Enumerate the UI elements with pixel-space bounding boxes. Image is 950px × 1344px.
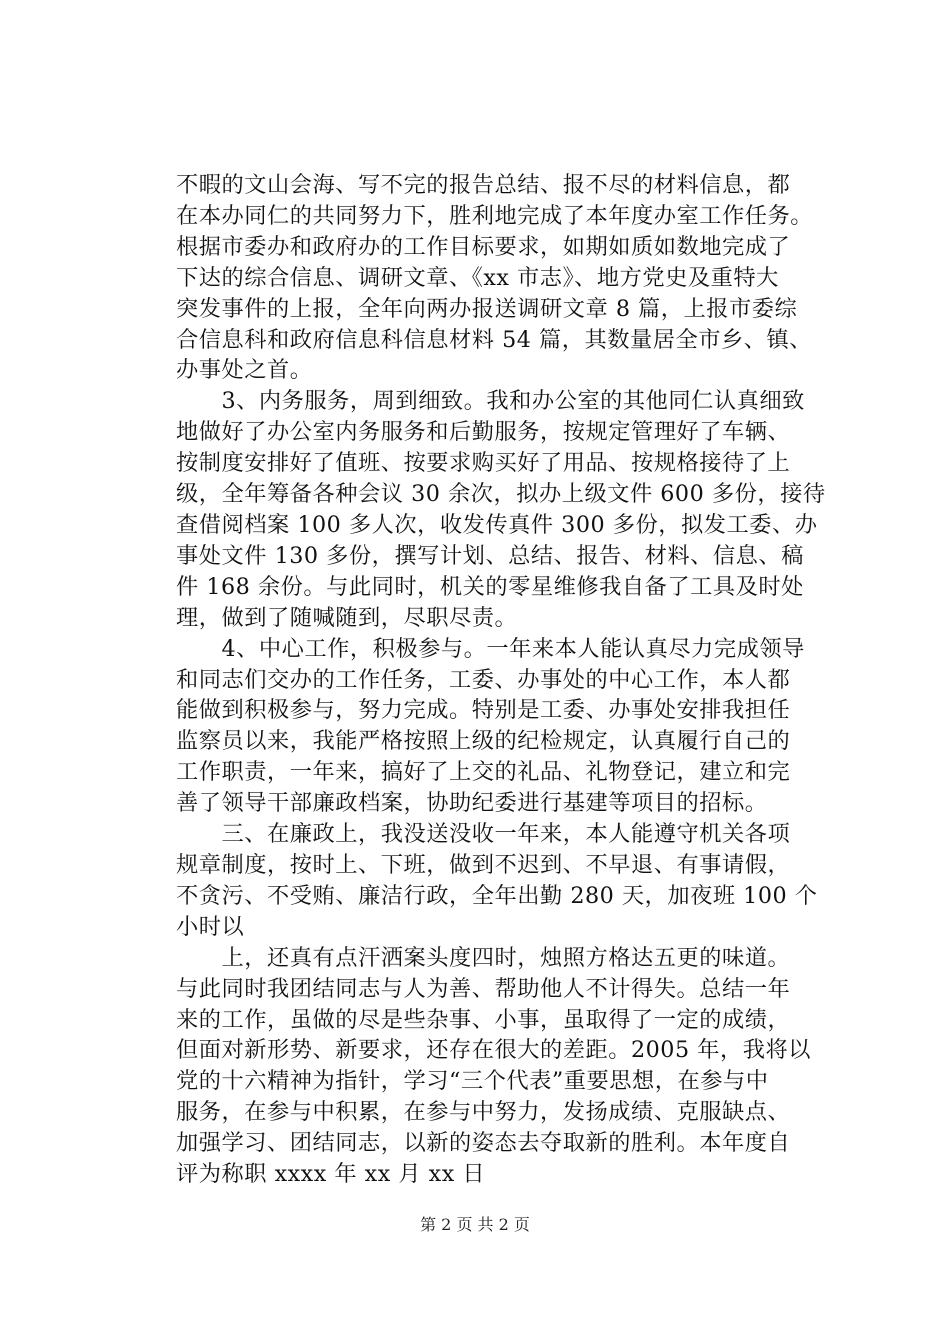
body-line: 服务，在参与中积累，在参与中努力，发扬成绩、克服缺点、 (176, 1099, 791, 1126)
body-line: 查借阅档案 100 多人次，收发传真件 300 多份，拟发工委、办 (176, 512, 818, 538)
body-line: 规章制度，按时上、下班，做到不迟到、不早退、有事请假， (176, 852, 791, 878)
body-line: 上，还真有点汗洒案头度四时，烛照方格达五更的味道。 (176, 944, 791, 971)
body-line: 3、内务服务，周到细致。我和办公室的其他同仁认真细致 (176, 388, 805, 415)
body-line: 按制度安排好了值班、按要求购买好了用品、按规格接待了上 (176, 450, 791, 477)
body-line: 合信息科和政府信息科信息材料 54 篇，其数量居全市乡、镇、 (176, 326, 812, 353)
body-line: 件 168 余份。与此同时，机关的零星维修我自备了工具及时处 (176, 573, 804, 600)
body-line: 不贪污、不受贿、廉洁行政，全年出勤 280 天，加夜班 100 个 (176, 882, 818, 909)
body-line: 办事处之首。 (176, 357, 313, 384)
body-line: 4、中心工作，积极参与。一年来本人能认真尽力完成领导 (176, 635, 805, 662)
body-line: 下达的综合信息、调研文章、《xx 市志》、地方党史及重特大 (176, 264, 779, 291)
body-line: 监察员以来，我能严格按照上级的纪检规定，认真履行自己的 (176, 728, 791, 755)
body-line: 地做好了办公室内务服务和后勤服务，按规定管理好了车辆、 (176, 419, 791, 446)
body-line: 与此同时我团结同志与人为善、帮助他人不计得失。总结一年 (176, 975, 791, 1002)
body-line: 加强学习、团结同志，以新的姿态去夺取新的胜利。本年度自 (176, 1130, 791, 1157)
body-line: 突发事件的上报，全年向两办报送调研文章 8 篇，上报市委综 (176, 295, 798, 322)
body-line: 来的工作，虽做的尽是些杂事、小事，虽取得了一定的成绩， (176, 1006, 791, 1033)
body-line: 三、在廉政上，我没送没收一年来，本人能遵守机关各项 (176, 821, 791, 848)
body-line: 级，全年筹备各种会议 30 余次，拟办上级文件 600 多份，接待 (176, 481, 826, 508)
body-line: 但面对新形势、新要求，还存在很大的差距。2005 年，我将以 (176, 1037, 811, 1064)
body-line: 工作职责，一年来，搞好了上交的礼品、礼物登记，建立和完 (176, 759, 791, 786)
body-line: 善了领导干部廉政档案，协助纪委进行基建等项目的招标。 (176, 790, 768, 817)
body-line: 事处文件 130 多份，撰写计划、总结、报告、材料、信息、稿 (176, 542, 804, 569)
body-line: 不暇的文山会海、写不完的报告总结、报不尽的材料信息，都 (176, 172, 791, 198)
body-line: 理，做到了随喊随到，尽职尽责。 (176, 604, 518, 631)
body-line: 根据市委办和政府办的工作目标要求，如期如质如数地完成了 (176, 233, 791, 260)
body-line: 评为称职 xxxx 年 xx 月 xx 日 (176, 1161, 486, 1188)
body-line: 在本办同仁的共同努力下，胜利地完成了本年度办室工作任务。 (176, 202, 813, 229)
body-line: 党的十六精神为指针，学习“三个代表”重要思想，在参与中 (176, 1068, 769, 1095)
body-line: 和同志们交办的工作任务，工委、办事处的中心工作，本人都 (176, 666, 791, 693)
body-line: 小时以 (176, 913, 245, 940)
body-line: 能做到积极参与，努力完成。特别是工委、办事处安排我担任 (176, 697, 791, 724)
page-footer: 第 2 页 共 2 页 (420, 1215, 530, 1234)
